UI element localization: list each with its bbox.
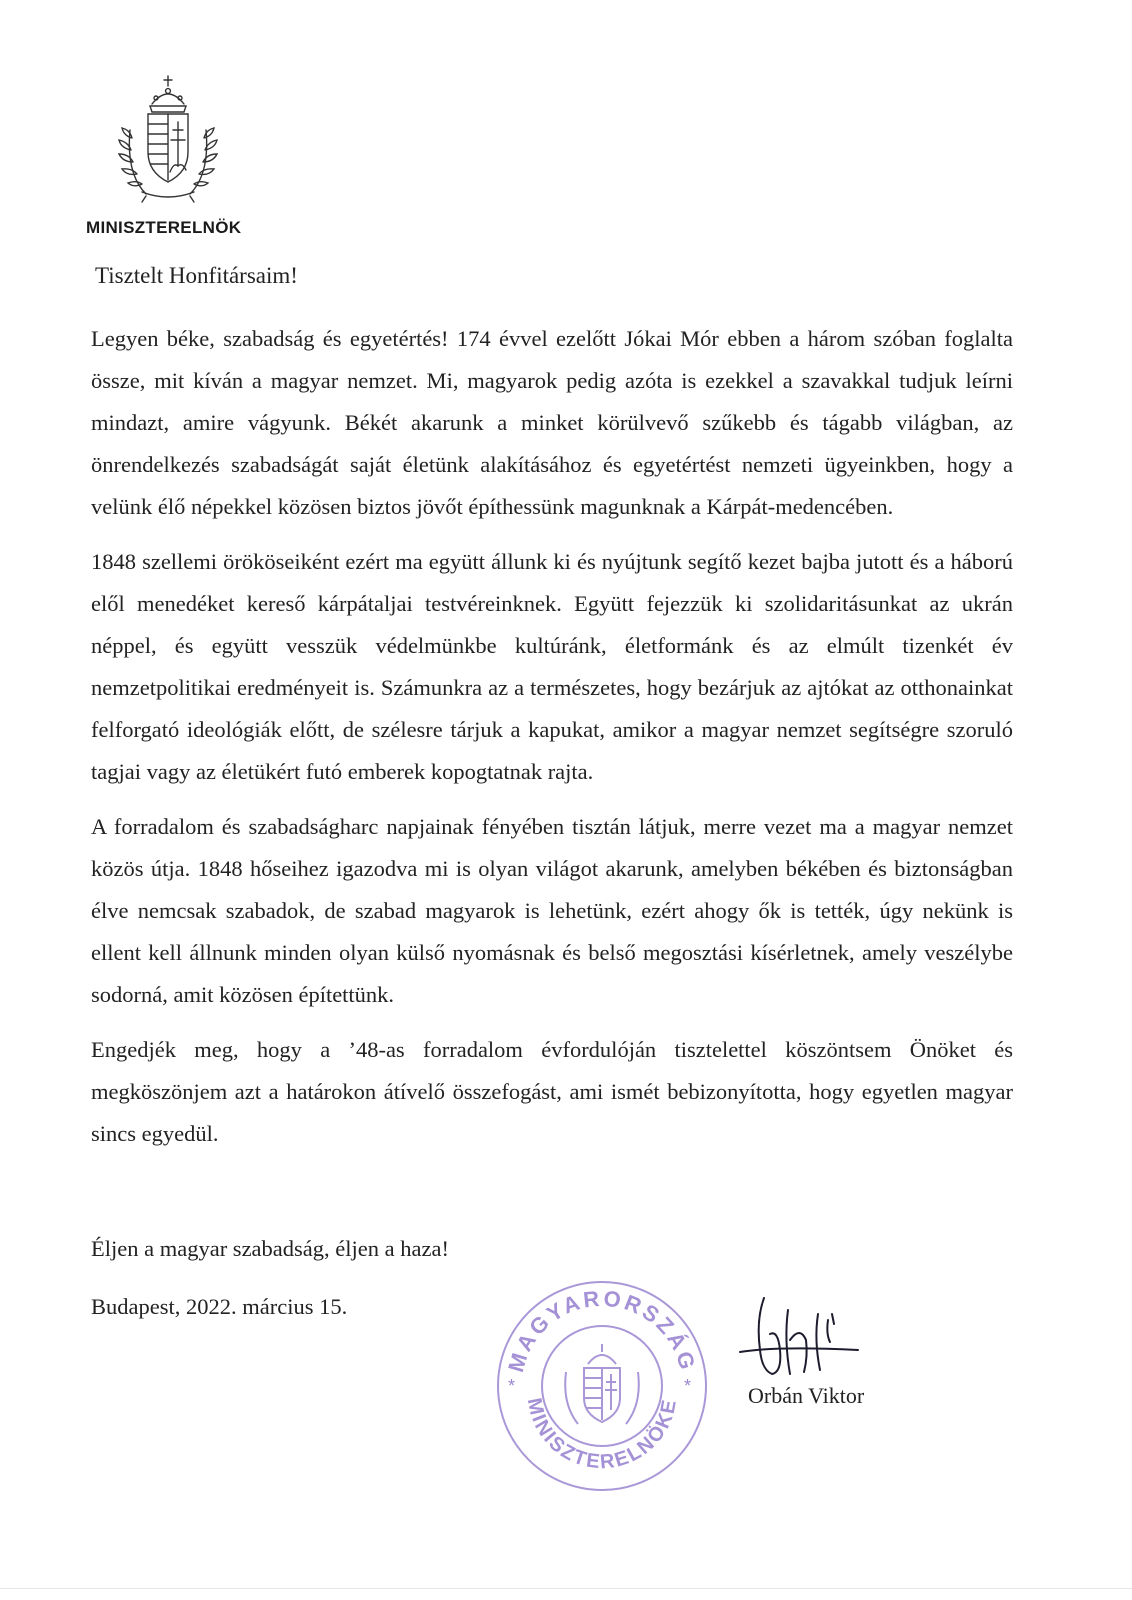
stamp-star-right: * — [684, 1376, 692, 1396]
closing-line: Éljen a magyar szabadság, éljen a haza! — [91, 1236, 449, 1261]
paragraph: A forradalom és szabadságharc napjainak fényében tisztán látjuk, merre vezet ma a magyar nemzet közös útja. 1848 hőseihez igazodva mi is olyan világot akarunk, amelyben békében és biztonságban élve nemcsak szabadok, de szabad magyarok is lehetünk, ezért ahogy ők is tették, úgy nekünk is ellent kell állnunk minden olyan külső nyomásnak és belső megosztási kísérletnek, amely veszélybe sodorná, amit közösen építettünk. — [91, 814, 1013, 1007]
stamp-text-bottom: MINISZTERELNÖKE — [522, 1396, 682, 1474]
coat-of-arms-icon — [112, 74, 224, 204]
signer-name: Orbán Viktor — [748, 1383, 865, 1408]
paragraph: 1848 szellemi örököseiként ezért ma együtt állunk ki és nyújtunk segítő kezet bajba jutott és a háború elől menedéket kereső kárpátaljai testvéreinknek. Együtt fejezzük ki szolidaritásunkat az ukrán néppel, és együtt vesszük védelmünkbe kultúránk, életformánk és az elmúlt tizenkét év nemzetpolitikai eredményeit is. Számunkra az a természetes, hogy bezárjuk az ajtókat az otthonainkat felforgató ideológiák előtt, de szélesre tárjuk a kapukat, amikor a magyar nemzet segítségre szoruló tagjai vagy az életükért futó emberek kopogtatnak rajta. — [91, 549, 1013, 784]
signature — [736, 1290, 866, 1382]
letter-body — [91, 318, 1013, 1168]
official-seal-icon — [492, 1276, 712, 1496]
place-date: Budapest, 2022. március 15. — [91, 1294, 348, 1319]
salutation: Tisztelt Honfitársaim! — [95, 263, 298, 288]
office-title: MINISZTERELNÖK — [86, 218, 242, 237]
paragraph: Engedjék meg, hogy a ’48-as forradalom évfordulóján tisztelettel köszöntsem Önöket és megköszönjem azt a határokon átívelő összefogást, ami ismét bebizonyította, hogy egyetlen magyar sincs egyedül. — [91, 1037, 1013, 1146]
scan-edge-line — [0, 1588, 1132, 1589]
paragraph: Legyen béke, szabadság és egyetértés! 174 évvel ezelőtt Jókai Mór ebben a három szóban foglalta össze, mit kíván a magyar nemzet. Mi, magyarok pedig azóta is ezekkel a szavakkal tudjuk leírni mindazt, amire vágyunk. Békét akarunk a minket körülvevő szűkebb és tágabb világban, az önrendelkezés szabadságát saját életünk alakításához és egyetértést nemzeti ügyeinkben, hogy a velünk élő népekkel közösen biztos jövőt építhessünk magunknak a Kárpát-medencében. — [91, 326, 1013, 519]
svg-text:MAGYARORSZÁG — [503, 1286, 701, 1375]
stamp-star-left: * — [508, 1376, 516, 1396]
stamp-text-top: MAGYARORSZÁG — [503, 1285, 701, 1375]
